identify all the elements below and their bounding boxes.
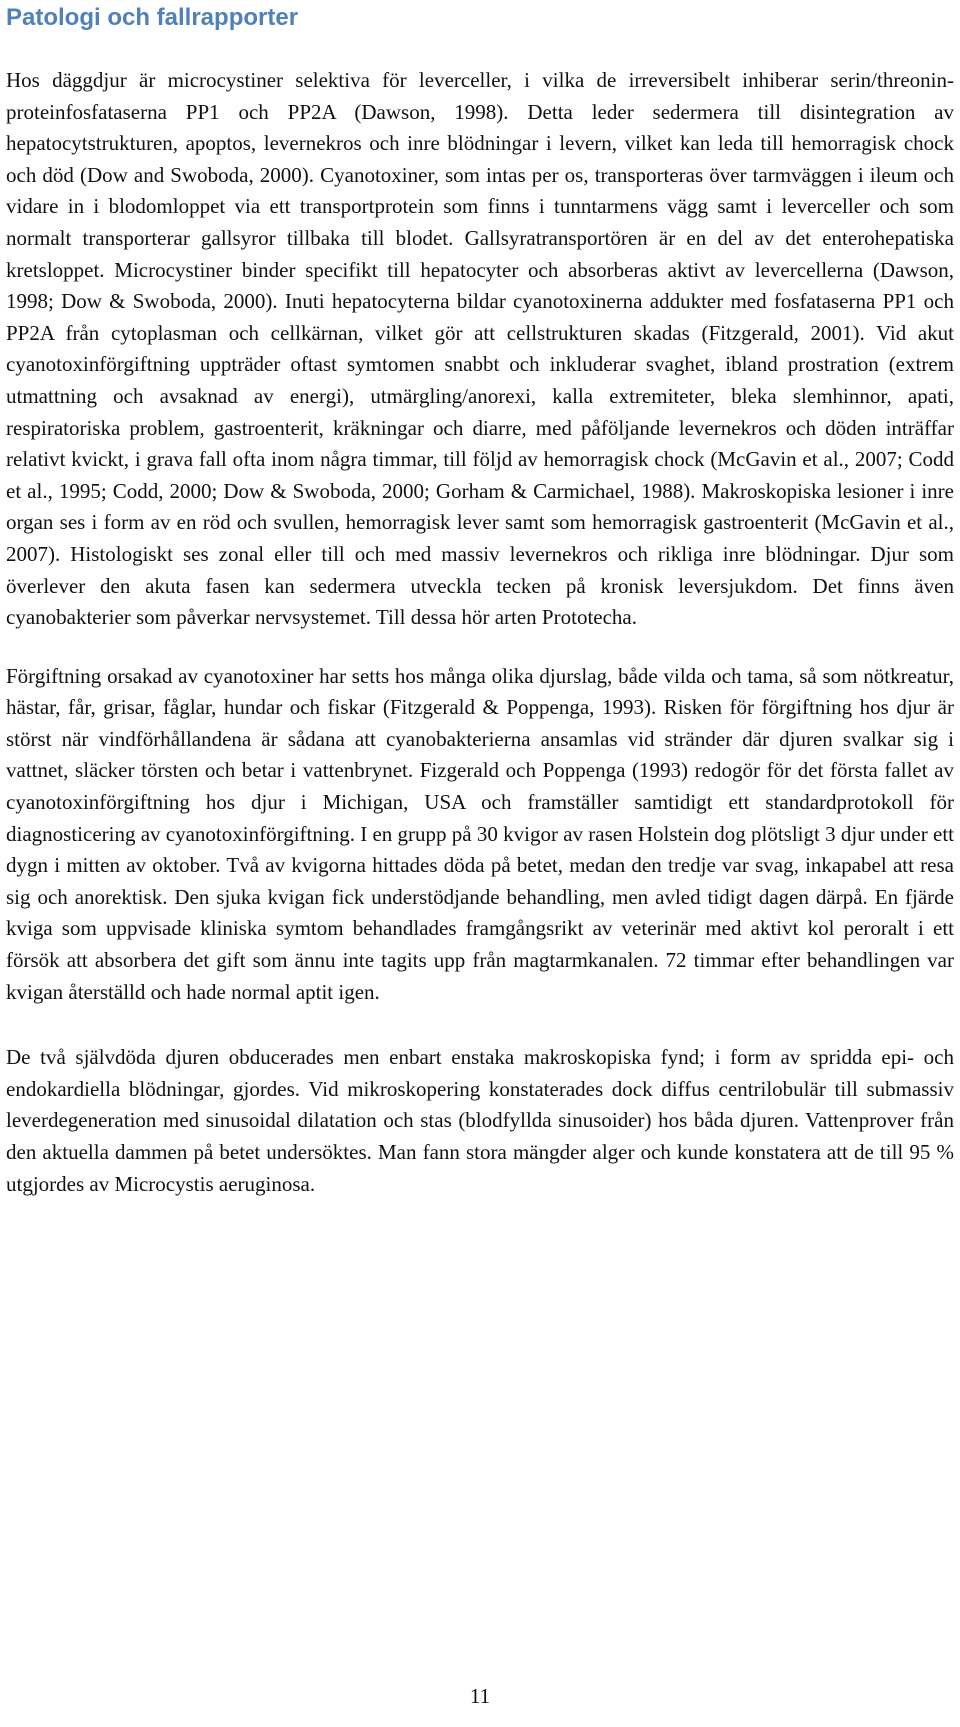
- section-heading: Patologi och fallrapporter: [6, 4, 299, 31]
- paragraph-pathology: Hos däggdjur är microcystiner selektiva för leverceller, i vilka de irreversibelt inhiberar serin/threonin-proteinfosfataserna PP1 och PP2A (Dawson, 1998). Detta leder sedermera till disintegration av hepatocytstrukturen, apoptos, levernekros och inre blödningar i levern, vilket kan leda till hemorragisk chock och död (Dow and Swoboda, 2000). Cyanotoxiner, som intas per os, transporteras över tarmväggen i ileum och vidare in i blodomloppet via ett transportprotein som finns i tunntarmens vägg samt i leverceller och som normalt transporterar gallsyror tillbaka till blodet. Gallsyratransportören är en del av det enterohepatiska kretsloppet. Microcystiner binder specifikt till hepatocyter och absorberas aktivt av levercellerna (Dawson, 1998; Dow & Swoboda, 2000). Inuti hepatocyterna bildar cyanotoxinerna addukter med fosfataserna PP1 och PP2A från cytoplasman och cellkärnan, vilket gör att cellstrukturen skadas (Fitzgerald, 2001). Vid akut cyanotoxinförgiftning uppträder oftast symtomen snabbt och inkluderar svaghet, ibland prostration (extrem utmattning och avsaknad av energi), utmärgling/anorexi, kalla extremiteter, bleka slemhinnor, apati, respiratoriska problem, gastroenterit, kräkningar och diarre, med påföljande levernekros och döden inträffar relativt kvickt, i grava fall ofta inom några timmar, till följd av hemorragisk chock (McGavin et al., 2007; Codd et al., 1995; Codd, 2000; Dow & Swoboda, 2000; Gorham & Carmichael, 1988). Makroskopiska lesioner i inre organ ses i form av en röd och svullen, hemorragisk lever samt som hemorragisk gastroenterit (McGavin et al., 2007). Histologiskt ses zonal eller till och med massiv levernekros och rikliga inre blödningar. Djur som överlever den akuta fasen kan sedermera utveckla tecken på kronisk leversjukdom. Det finns även cyanobakterier som påverkar nervsystemet. Till dessa hör arten Prototecha.: [6, 68, 954, 630]
- paragraph-case-report: Förgiftning orsakad av cyanotoxiner har setts hos många olika djurslag, både vilda och tama, så som nötkreatur, hästar, får, grisar, fåglar, hundar och fiskar (Fitzgerald & Poppenga, 1993). Risken för förgiftning hos djur är störst när vindförhållandena är sådana att cyanobakterierna ansamlas vid stränder där djuren svalkar sig i vattnet, släcker törsten och betar i vattenbrynet. Fizgerald och Poppenga (1993) redogör för det första fallet av cyanotoxinförgiftning hos djur i Michigan, USA och framställer samtidigt ett standardprotokoll för diagnosticering av cyanotoxinförgiftning. I en grupp på 30 kvigor av rasen Holstein dog plötsligt 3 djur under ett dygn i mitten av oktober. Två av kvigorna hittades döda på betet, medan den tredje var svag, inkapabel att resa sig och anorektisk. Den sjuka kvigan fick understödjande behandling, men avled tidigt dagen därpå. En fjärde kviga som uppvisade kliniska symtom behandlades framgångsrikt av veterinär med aktivt kol peroralt i ett försök att absorbera det gift som ännu inte tagits upp från magtarmkanalen. 72 timmar efter behandlingen var kvigan återställd och hade normal aptit igen.: [6, 663, 954, 1004]
- page-number: 11: [469, 1684, 491, 1708]
- document-page: [6, 0, 954, 1200]
- paragraph-autopsy: De två självdöda djuren obducerades men enbart enstaka makroskopiska fynd; i form av spridda epi- och endokardiella blödningar, gjordes. Vid mikroskopering konstaterades dock diffus centrilobulär till submassiv leverdegeneration med sinusoidal dilatation och stas (blodfyllda sinusoider) hos båda djuren. Vattenprover från den aktuella dammen på betet undersöktes. Man fann stora mängder alger och kunde konstatera att de till 95 % utgjordes av Microcystis aeruginosa.: [6, 1045, 954, 1196]
